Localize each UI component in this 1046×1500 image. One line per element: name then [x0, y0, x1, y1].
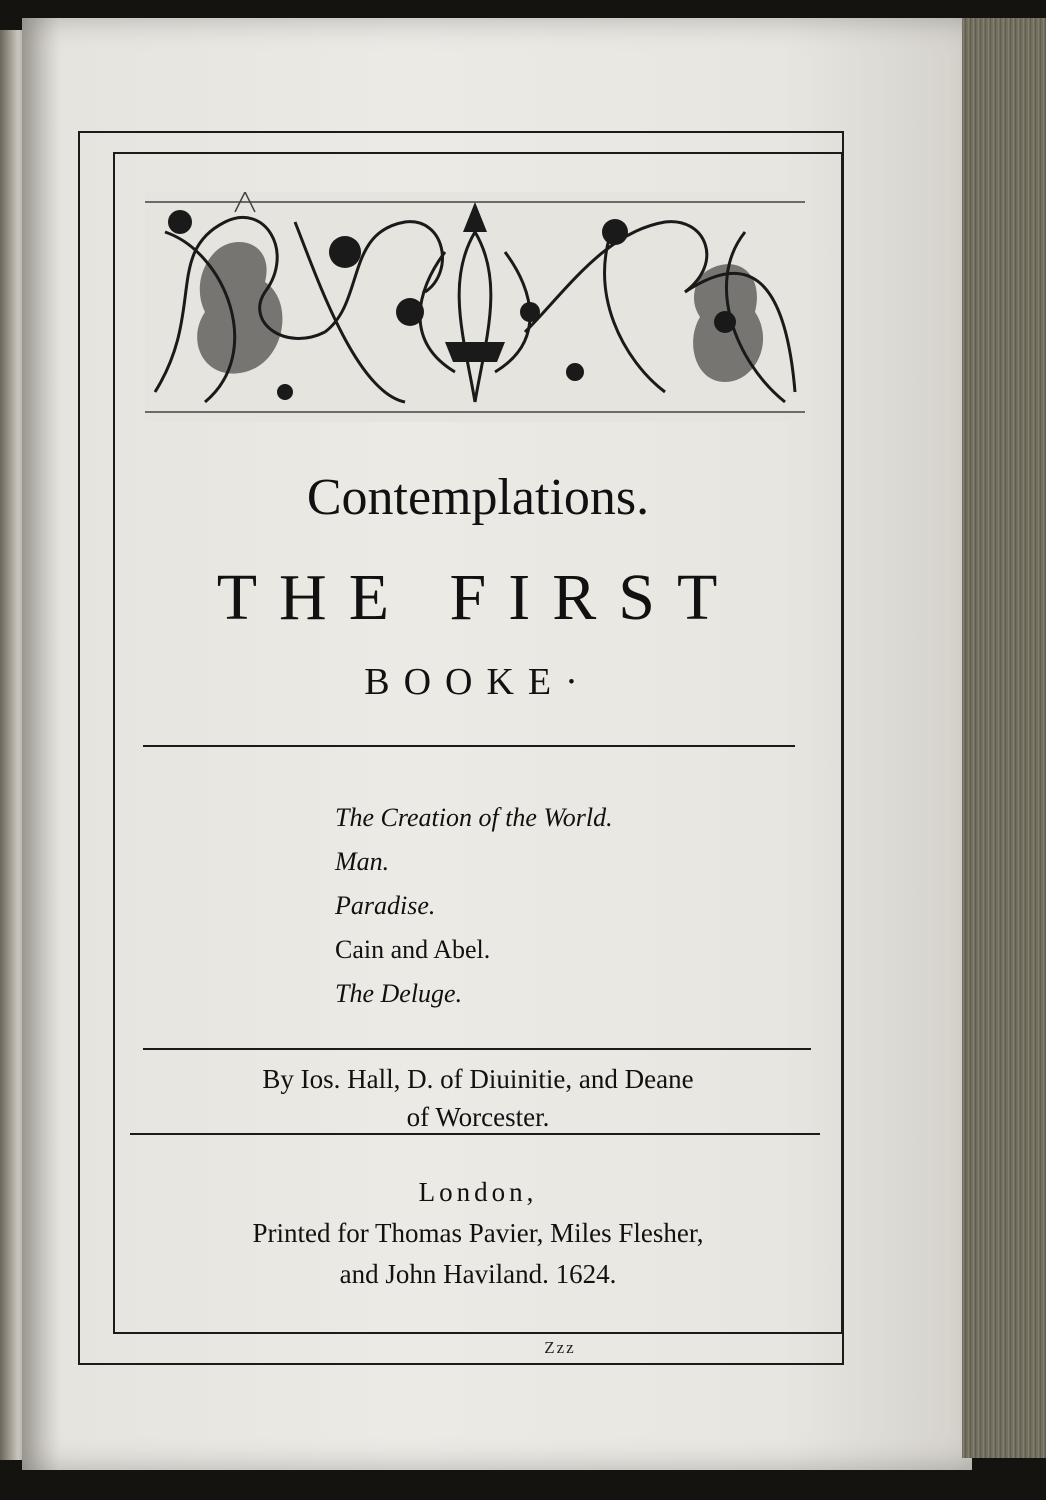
author-line: of Worcester.	[406, 1102, 550, 1132]
author-line: By Ios. Hall, D. of Diuinitie, and Deane	[262, 1064, 694, 1094]
contents-item: The Creation of the World.	[335, 803, 613, 832]
imprint-printers: Printed for Thomas Pavier, Miles Flesher,	[252, 1218, 704, 1248]
contents-item: Paradise.	[335, 891, 436, 920]
rule-middle	[143, 1048, 811, 1050]
contents-item: Cain and Abel.	[335, 935, 491, 964]
imprint-place: London,	[418, 1177, 538, 1207]
contents-list	[335, 796, 613, 1016]
contents-item: Man.	[335, 847, 390, 876]
woodcut-ornament-image	[145, 192, 805, 422]
woodcut-headpiece	[145, 192, 805, 422]
title-contemplations: Contemplations.	[306, 469, 650, 526]
contents-item: The Deluge.	[335, 979, 463, 1008]
author-block	[113, 1060, 843, 1136]
title-the-first: THE FIRST	[216, 561, 740, 634]
signature-mark: Zzz	[544, 1338, 576, 1357]
rule-upper	[143, 745, 795, 747]
title-booke: BOOKE·	[364, 661, 592, 703]
page-fore-edge	[962, 18, 1046, 1458]
imprint-date: and John Haviland. 1624.	[339, 1259, 617, 1289]
rule-lower	[130, 1133, 820, 1135]
imprint-block	[113, 1172, 843, 1295]
